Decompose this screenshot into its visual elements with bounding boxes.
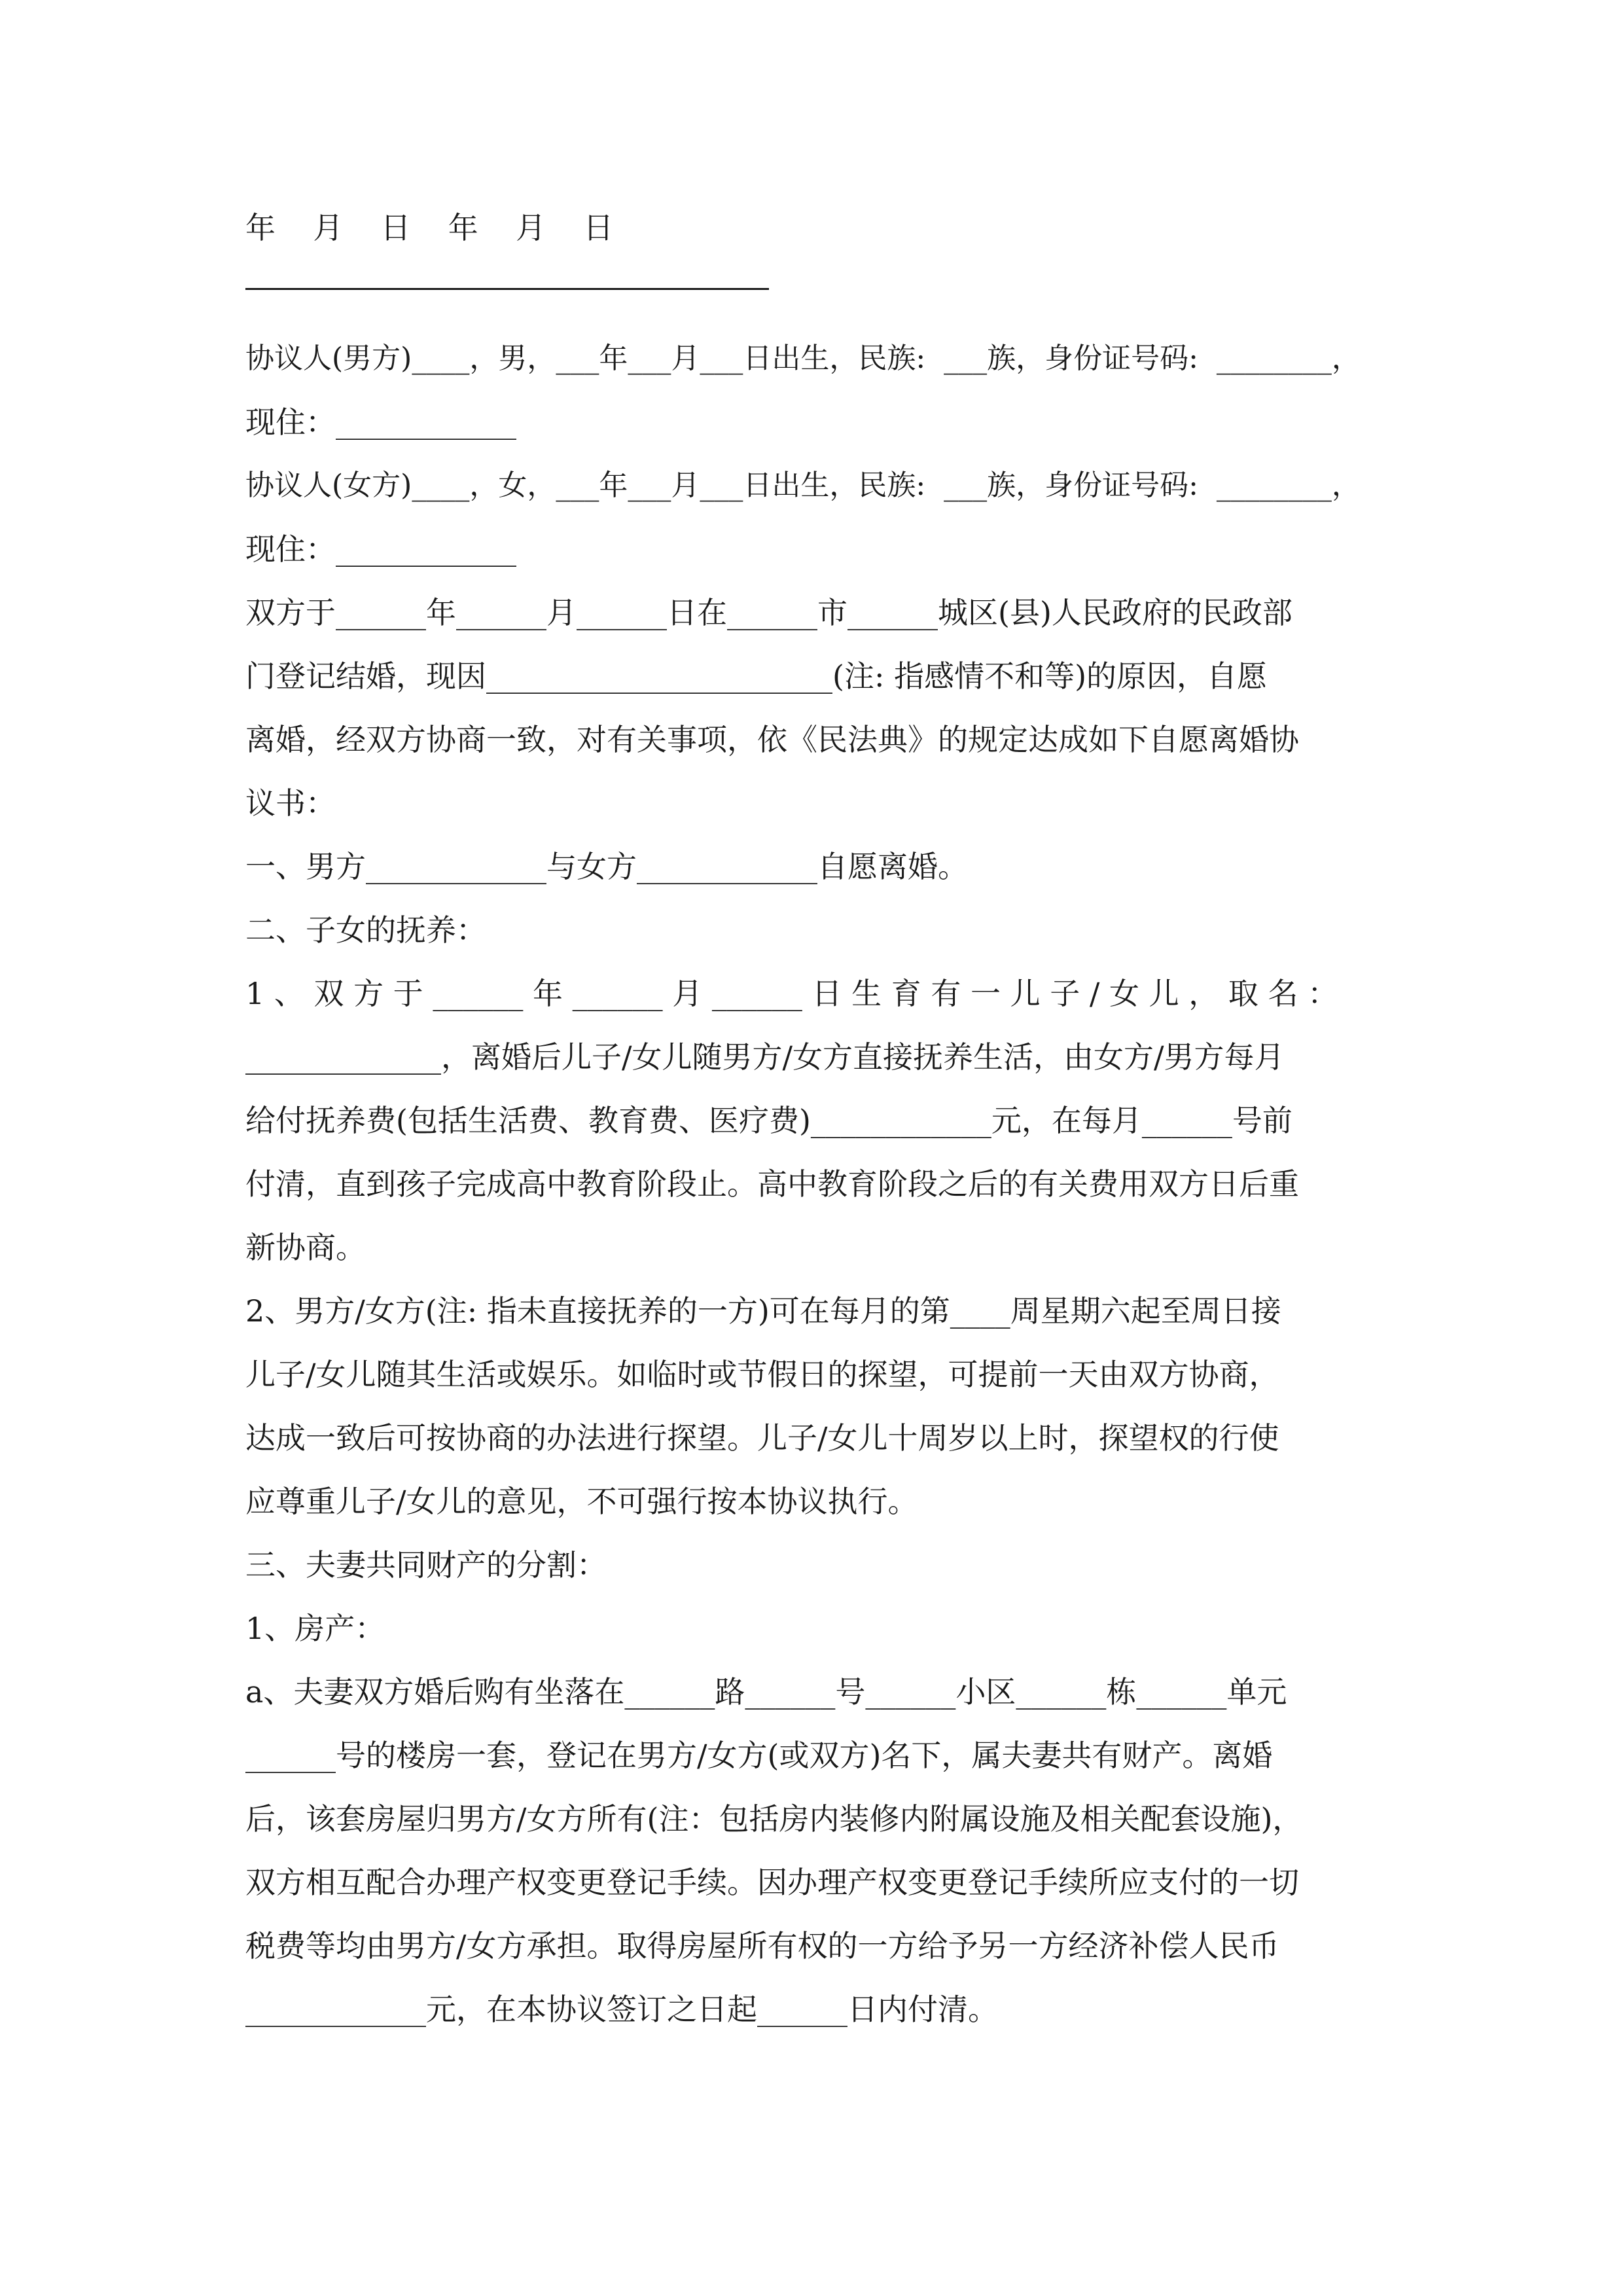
text-line: 现住：____________ <box>245 404 516 440</box>
section-heading: 三、夫妻共同财产的分割： <box>245 1547 607 1583</box>
text-line: 协议人(男方)____，男，___年___月___日出生，民族: ___族，身份证号码: ________， <box>245 342 1361 375</box>
subsection-heading: 1、房产： <box>245 1611 385 1646</box>
section-heading: 二、子女的抚养： <box>245 912 486 948</box>
text-line: 门登记结婚，现因_______________________(注: 指感情不和等)的原因，自愿 <box>245 658 1268 694</box>
text-line: 达成一致后可按协商的办法进行探望。儿子/女儿十周岁以上时，探望权的行使 <box>245 1420 1279 1456</box>
text-line: 离婚，经双方协商一致，对有关事项，依《民法典》的规定达成如下自愿离婚协 <box>245 722 1299 757</box>
date-line: 年 月 日 年 月 日 <box>245 210 614 245</box>
text-line: 儿子/女儿随其生活或娱乐。如临时或节假日的探望，可提前一天由双方协商， <box>245 1357 1279 1392</box>
text-line: 议书： <box>245 785 336 821</box>
text-line: 应尊重儿子/女儿的意见，不可强行按本协议执行。 <box>245 1484 918 1519</box>
text-line: 1 、 双 方 于 ______ 年 ______ 月 ______ 日 生 育 有 一 儿 子 / 女 儿 ， 取 名 ： <box>245 976 1338 1011</box>
text-line: 双方于______年______月______日在______市______城区(县)人民政府的民政部 <box>245 595 1293 630</box>
text-line: 后，该套房屋归男方/女方所有(注：包括房内装修内附属设施及相关配套设施)， <box>245 1801 1303 1837</box>
text-line: 税费等均由男方/女方承担。取得房屋所有权的一方给予另一方经济补偿人民币 <box>245 1928 1279 1964</box>
text-line: ______号的楼房一套，登记在男方/女方(或双方)名下，属夫妻共有财产。离婚 <box>245 1738 1273 1773</box>
text-line: 付清，直到孩子完成高中教育阶段止。高中教育阶段之后的有关费用双方日后重 <box>245 1166 1299 1202</box>
text-line: ____________元，在本协议签订之日起______日内付清。 <box>245 1992 998 2027</box>
text-line: 现住：____________ <box>245 531 516 567</box>
horizontal-rule <box>245 288 769 290</box>
text-line: 双方相互配合办理产权变更登记手续。因办理产权变更登记手续所应支付的一切 <box>245 1865 1299 1900</box>
text-line: _____________，离婚后儿子/女儿随男方/女方直接抚养生活，由女方/男方每月 <box>245 1039 1285 1075</box>
text-line: 2、男方/女方(注: 指未直接抚养的一方)可在每月的第____周星期六起至周日接 <box>245 1293 1281 1329</box>
text-line: 新协商。 <box>245 1230 366 1265</box>
text-line: 一、男方____________与女方____________自愿离婚。 <box>245 849 968 884</box>
text-line: 协议人(女方)____，女，___年___月___日出生，民族: ___族，身份证号码: ________， <box>245 469 1361 502</box>
text-line: a、夫妻双方婚后购有坐落在______路______号______小区______栋______单元 <box>245 1674 1287 1710</box>
text-line: 给付抚养费(包括生活费、教育费、医疗费)____________元，在每月______号前 <box>245 1103 1293 1138</box>
